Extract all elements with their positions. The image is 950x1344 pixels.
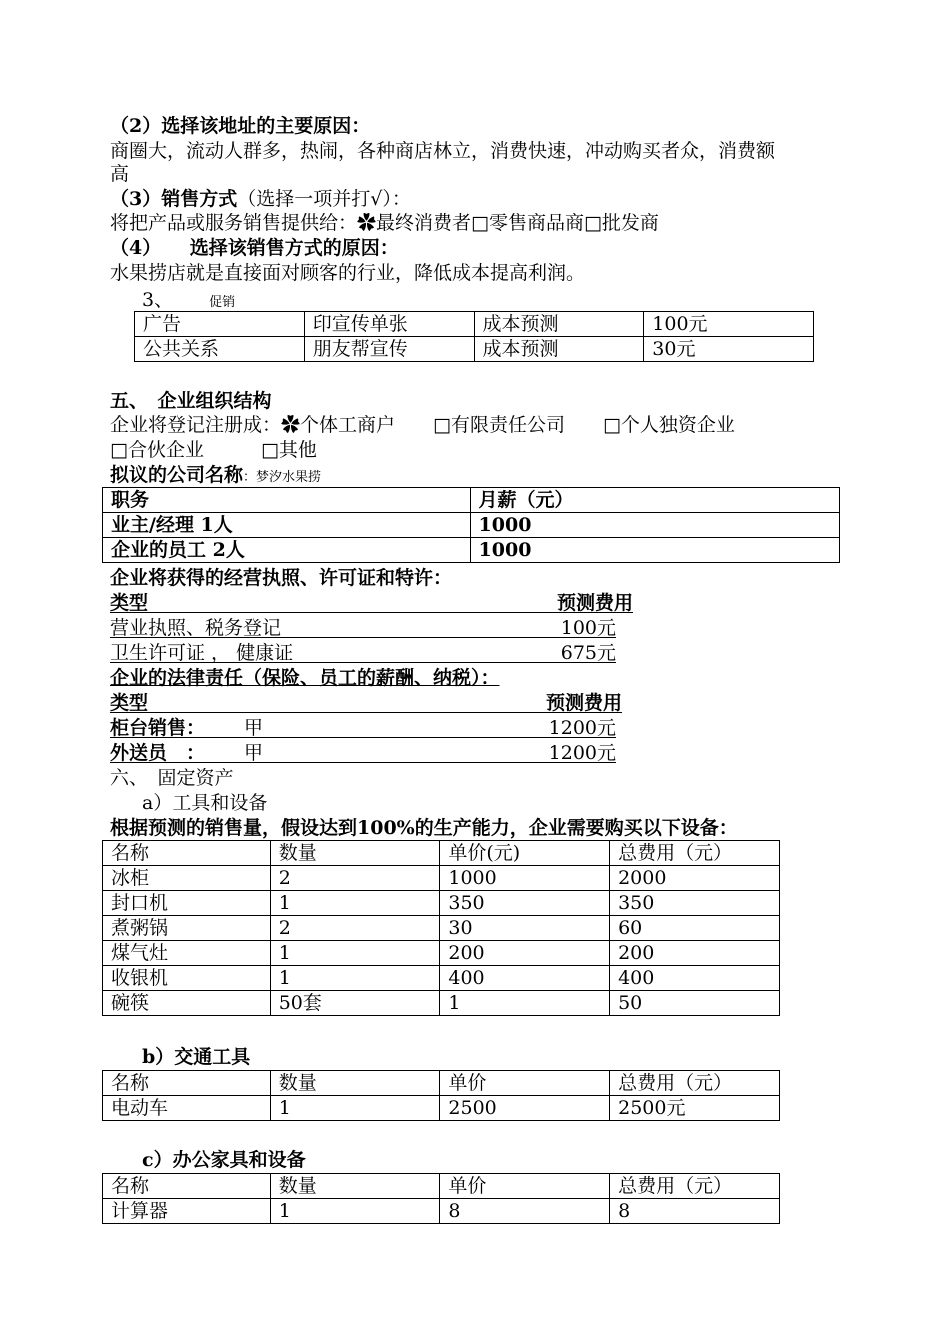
equip-header-cell: 单价(元) [440, 841, 610, 866]
legal-column-header [110, 691, 622, 715]
staff-cell: 企业的员工 2人 [103, 538, 471, 563]
equip-cell: 400 [440, 966, 610, 991]
table-row [103, 941, 780, 966]
equip-cell: 350 [440, 891, 610, 916]
org-structure-heading: 五、 企业组织结构 [110, 390, 272, 412]
legal-cost: 1200元 [548, 742, 616, 764]
list-item [110, 616, 616, 640]
license-cost-header: 预测费用 [556, 592, 633, 614]
equip-cell: 200 [440, 941, 610, 966]
office-header-cell: 总费用（元） [610, 1174, 780, 1199]
equip-cell: 煤气灶 [103, 941, 271, 966]
table-header-row [103, 1071, 780, 1096]
vehicle-cell: 2500 [440, 1096, 610, 1121]
promo-cell: 30元 [644, 337, 814, 362]
license-type-header: 类型 [110, 592, 149, 614]
sales-method-options: 将把产品或服务销售提供给：✿最终消费者□零售商品商□批发商 [110, 212, 659, 234]
sales-method-note: （选择一项并打√）： [237, 188, 411, 210]
staff-header-cell: 月薪（元） [470, 488, 839, 513]
equip-cell: 50 [610, 991, 780, 1016]
table-header-row [103, 488, 840, 513]
promo-cell: 印宣传单张 [304, 312, 474, 337]
vehicles-heading: b）交通工具 [142, 1046, 251, 1068]
office-cell: 计算器 [103, 1199, 271, 1224]
equip-header-cell: 总费用（元） [610, 841, 780, 866]
promotion-label: 促销 [209, 295, 236, 310]
company-name-value: ：梦汐水果捞 [243, 470, 322, 485]
equip-cell: 1000 [440, 866, 610, 891]
sales-reason-heading: （4） 选择该销售方式的原因： [110, 237, 399, 259]
equip-cell: 2 [270, 916, 440, 941]
equip-cell: 1 [270, 891, 440, 916]
promo-cell: 广告 [135, 312, 305, 337]
table-row [103, 1199, 780, 1224]
vehicle-cell: 1 [270, 1096, 440, 1121]
equip-cell: 200 [610, 941, 780, 966]
office-table [102, 1173, 780, 1224]
equip-cell: 碗筷 [103, 991, 271, 1016]
equip-cell: 50套 [270, 991, 440, 1016]
table-row [103, 866, 780, 891]
promotion-table [134, 311, 814, 362]
fixed-assets-heading: 六、 固定资产 [110, 767, 234, 789]
equip-cell: 收银机 [103, 966, 271, 991]
vehicle-header-cell: 名称 [103, 1071, 271, 1096]
legal-grade: 甲 [244, 742, 264, 764]
table-row [103, 891, 780, 916]
equip-cell: 2 [270, 866, 440, 891]
license-type: 营业执照、税务登记 [110, 617, 282, 639]
equipment-note: 根据预测的销售量，假设达到100%的生产能力，企业需要购买以下设备： [110, 817, 738, 839]
promotion-number: 3、 [142, 289, 174, 311]
equip-cell: 1 [440, 991, 610, 1016]
location-reason-text: 商圈大，流动人群多，热闹，各种商店林立，消费快速，冲动购买者众，消费额 [110, 140, 776, 162]
office-heading: c）办公家具和设备 [142, 1149, 306, 1171]
license-heading: 企业将获得的经营执照、许可证和特许： [110, 567, 453, 589]
registration-options: 企业将登记注册成：✿个体工商户 □有限责任公司 □个人独资企业 [110, 414, 735, 436]
equip-cell: 1 [270, 966, 440, 991]
tools-heading: a）工具和设备 [142, 792, 268, 814]
legal-cost-header: 预测费用 [545, 692, 622, 714]
legal-cost: 1200元 [548, 717, 616, 739]
equip-cell: 350 [610, 891, 780, 916]
office-cell: 8 [610, 1199, 780, 1224]
license-cost: 675元 [560, 642, 616, 664]
sales-method-heading [110, 187, 411, 211]
equipment-table [102, 840, 780, 1016]
equip-cell: 30 [440, 916, 610, 941]
table-row [135, 312, 814, 337]
staff-header-cell: 职务 [103, 488, 471, 513]
sales-method-title: （3）销售方式 [110, 188, 238, 210]
equip-cell: 400 [610, 966, 780, 991]
table-row [103, 966, 780, 991]
equip-cell: 2000 [610, 866, 780, 891]
vehicle-header-cell: 总费用（元） [610, 1071, 780, 1096]
legal-type: 外送员 ： [110, 742, 206, 764]
table-header-row [103, 1174, 780, 1199]
table-row [103, 1096, 780, 1121]
promo-cell: 成本预测 [474, 337, 644, 362]
table-row [135, 337, 814, 362]
staff-cell: 1000 [470, 538, 839, 563]
company-name-line [110, 463, 321, 490]
list-item [110, 716, 616, 740]
promo-cell: 公共关系 [135, 337, 305, 362]
office-header-cell: 数量 [270, 1174, 440, 1199]
vehicle-header-cell: 数量 [270, 1071, 440, 1096]
promo-cell: 成本预测 [474, 312, 644, 337]
equip-header-cell: 名称 [103, 841, 271, 866]
vehicle-header-cell: 单价 [440, 1071, 610, 1096]
license-type: 卫生许可证 ， 健康证 [110, 642, 294, 664]
equip-cell: 1 [270, 941, 440, 966]
equip-cell: 煮粥锅 [103, 916, 271, 941]
list-item [110, 641, 616, 665]
table-row [103, 991, 780, 1016]
office-header-cell: 名称 [103, 1174, 271, 1199]
registration-options-cont: □合伙企业 □其他 [110, 439, 317, 461]
sales-reason-text: 水果捞店就是直接面对顾客的行业，降低成本提高利润。 [110, 262, 586, 284]
license-column-header [110, 591, 633, 615]
location-reason-heading: （2）选择该地址的主要原因： [110, 115, 371, 137]
staff-cell: 1000 [470, 513, 839, 538]
legal-heading: 企业的法律责任（保险、员工的薪酬、纳税）： [110, 667, 500, 689]
table-row [103, 538, 840, 563]
office-cell: 1 [270, 1199, 440, 1224]
vehicle-cell: 2500元 [610, 1096, 780, 1121]
list-item [110, 741, 616, 765]
legal-type: 柜台销售： [110, 717, 206, 739]
equip-cell: 冰柜 [103, 866, 271, 891]
staff-table [102, 487, 840, 563]
promo-cell: 100元 [644, 312, 814, 337]
license-cost: 100元 [560, 617, 616, 639]
promo-cell: 朋友帮宣传 [304, 337, 474, 362]
legal-grade: 甲 [244, 717, 264, 739]
office-header-cell: 单价 [440, 1174, 610, 1199]
legal-type-header: 类型 [110, 692, 149, 714]
office-cell: 8 [440, 1199, 610, 1224]
table-row [103, 513, 840, 538]
equip-cell: 60 [610, 916, 780, 941]
equip-cell: 封口机 [103, 891, 271, 916]
vehicle-table [102, 1070, 780, 1121]
vehicle-cell: 电动车 [103, 1096, 271, 1121]
company-name-label: 拟议的公司名称 [110, 464, 244, 486]
table-header-row [103, 841, 780, 866]
table-row [103, 916, 780, 941]
location-reason-text-cont: 高 [110, 163, 130, 185]
staff-cell: 业主/经理 1人 [103, 513, 471, 538]
equip-header-cell: 数量 [270, 841, 440, 866]
